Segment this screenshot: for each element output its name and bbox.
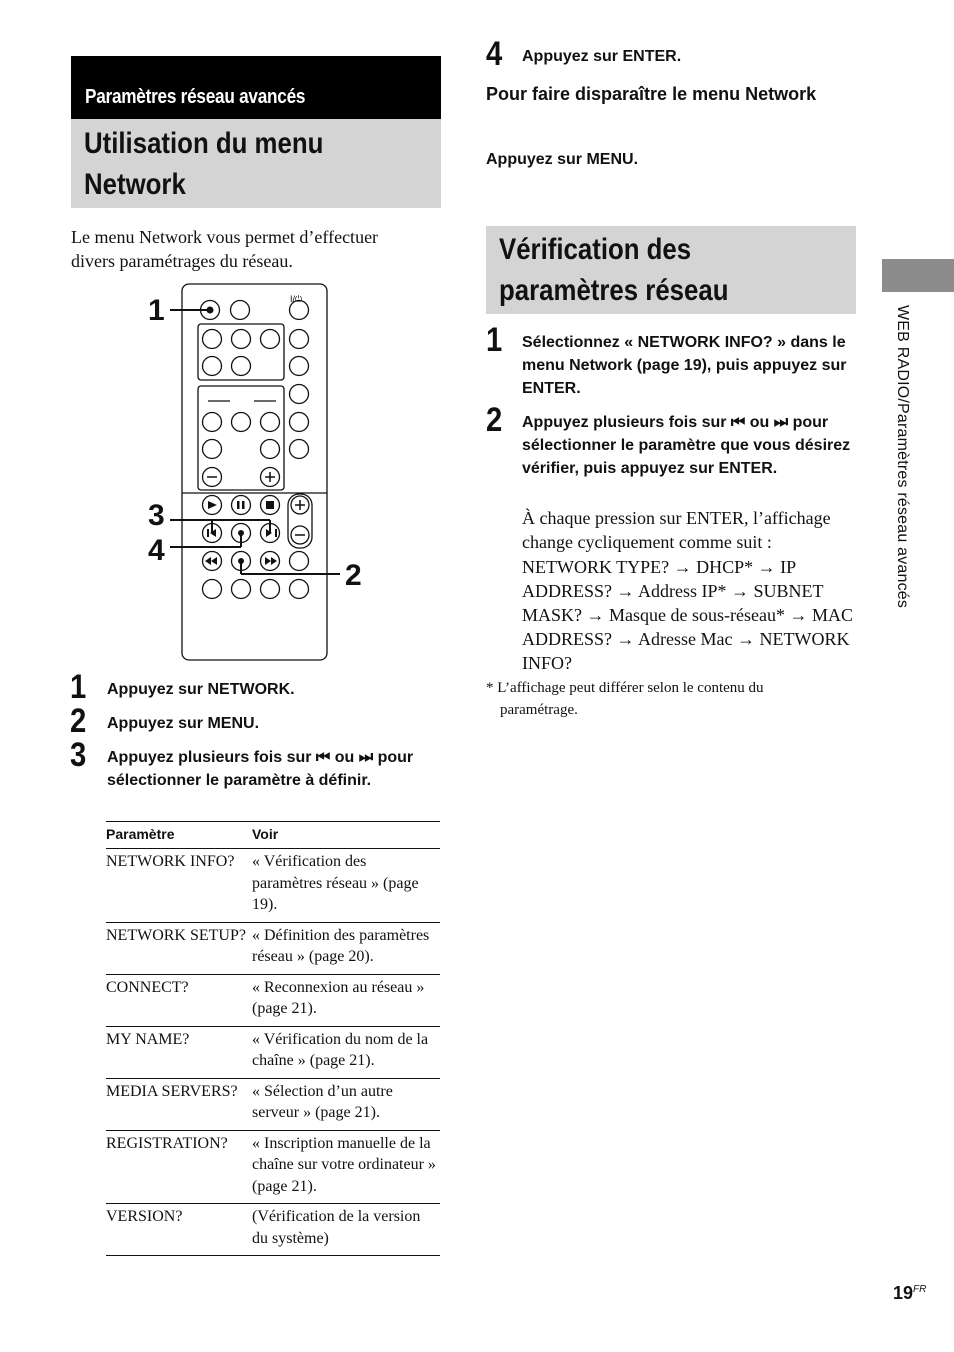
- left-title: Utilisation du menu Network: [84, 127, 324, 201]
- param-cell: NETWORK INFO?: [106, 849, 252, 923]
- left-title-box: [71, 119, 441, 208]
- right-step-2-number: 2: [486, 401, 503, 439]
- right-title: Vérification des paramètres réseau: [499, 233, 729, 307]
- ref-cell: « Sélection d’un autre serveur » (page 21).: [252, 1078, 440, 1130]
- table-row: [106, 1026, 440, 1078]
- callout-2: 2: [345, 559, 362, 592]
- left-step-1-number: 1: [70, 668, 87, 706]
- parameter-table: [106, 821, 440, 1256]
- table-row: [106, 974, 440, 1026]
- sidebar-section-label: WEB RADIO/Paramètres réseau avancés: [894, 305, 911, 609]
- ref-cell: « Inscription manuelle de la chaîne sur votre ordinateur » (page 21).: [252, 1130, 440, 1204]
- footnote: * L’affichage peut différer selon le contenu du paramétrage.: [486, 680, 764, 718]
- step-4-text: Appuyez sur ENTER.: [522, 48, 682, 65]
- cycle-intro: À chaque pression sur ENTER, l’affichage change cycliquement comme suit :: [522, 508, 831, 552]
- table-header-row: [106, 822, 440, 849]
- header-voir: Voir: [252, 822, 440, 849]
- left-step-3-number: 3: [70, 736, 87, 774]
- ref-cell: « Reconnexion au réseau » (page 21).: [252, 974, 440, 1026]
- ref-cell: « Vérification du nom de la chaîne » (page 21).: [252, 1026, 440, 1078]
- left-step-1-text: Appuyez sur NETWORK.: [107, 681, 295, 698]
- ref-cell: « Définition des paramètres réseau » (page 20).: [252, 922, 440, 974]
- left-step-3-text: Appuyez plusieurs fois sur ⏮ ou ⏭ pour sélectionner le paramètre à définir.: [107, 749, 414, 789]
- param-cell: MY NAME?: [106, 1026, 252, 1078]
- callout-1: 1: [148, 294, 165, 327]
- right-step-2-text: Appuyez plusieurs fois sur ⏮ ou ⏭ pour sélectionner le paramètre que vous désirez vérifier, puis appuyez sur ENTER.: [522, 414, 851, 477]
- param-cell: MEDIA SERVERS?: [106, 1078, 252, 1130]
- table-row: [106, 1204, 440, 1256]
- right-step-1-number: 1: [486, 321, 503, 359]
- param-cell: REGISTRATION?: [106, 1130, 252, 1204]
- table-row: [106, 1078, 440, 1130]
- left-step-2-number: 2: [70, 702, 87, 740]
- right-title-box: [486, 226, 856, 314]
- param-cell: NETWORK SETUP?: [106, 922, 252, 974]
- ref-cell: (Vérification de la version du système): [252, 1204, 440, 1256]
- table-row: [106, 1130, 440, 1204]
- cycle-sequence: NETWORK TYPE? → DHCP* → IP ADDRESS? → Address IP* → SUBNET MASK? → Masque de sous-réseau* → MAC ADDRESS? → Adresse Mac → NETWORK INFO?: [522, 557, 853, 673]
- step-4-number: 4: [486, 35, 503, 73]
- param-cell: VERSION?: [106, 1204, 252, 1256]
- hide-menu-text: Appuyez sur MENU.: [486, 151, 639, 168]
- header-parametre: Paramètre: [106, 822, 252, 849]
- param-cell: CONNECT?: [106, 974, 252, 1026]
- intro-text: Le menu Network vous permet d’effectuer divers paramétrages du réseau.: [71, 227, 379, 271]
- sidebar-tab-marker: [882, 259, 954, 292]
- ref-cell: « Vérification des paramètres réseau » (page 19).: [252, 849, 440, 923]
- callout-4: 4: [148, 534, 165, 567]
- left-step-2-text: Appuyez sur MENU.: [107, 715, 260, 732]
- remote-power-label: I/⏻: [290, 294, 303, 304]
- table-row: [106, 849, 440, 923]
- hide-menu-heading: Pour faire disparaître le menu Network: [486, 84, 817, 104]
- callout-3: 3: [148, 499, 165, 532]
- right-step-1-text: Sélectionnez « NETWORK INFO? » dans le menu Network (page 19), puis appuyez sur ENTER.: [522, 334, 847, 397]
- table-row: [106, 922, 440, 974]
- section-label: Paramètres réseau avancés: [85, 86, 306, 108]
- remote-control-illustration: [140, 280, 380, 664]
- page-number: $19^{FR}$: [893, 1283, 927, 1303]
